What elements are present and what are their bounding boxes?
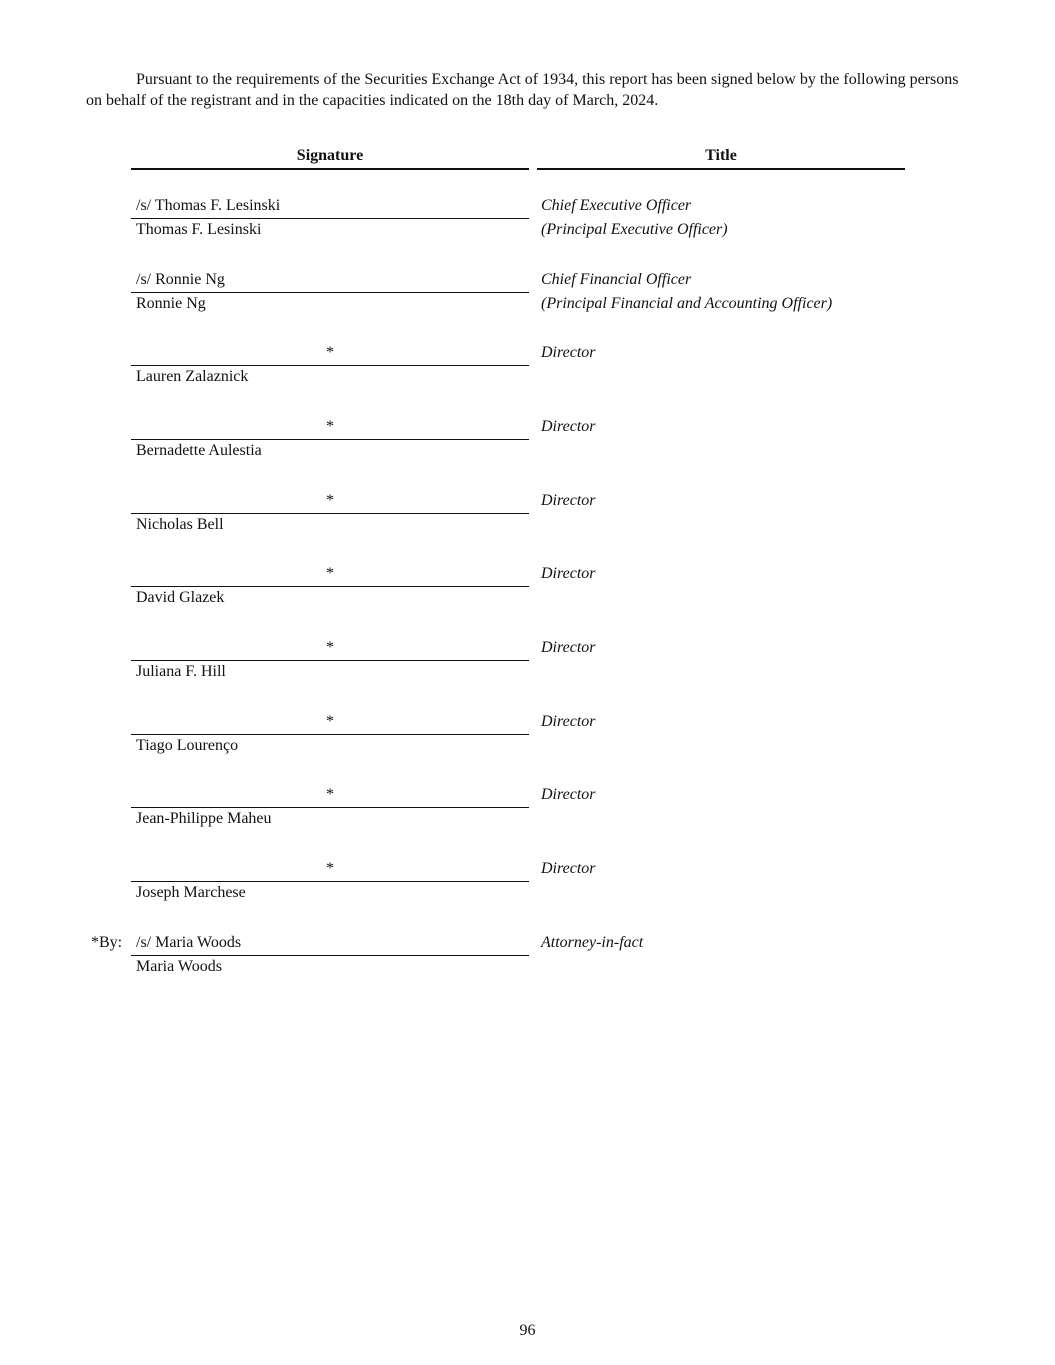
signature-block [0, 785, 1055, 845]
signer-name: Joseph Marchese [136, 884, 246, 901]
signer-title: Chief Financial Officer [541, 271, 692, 288]
signature-asterisk: * [326, 860, 334, 877]
signature-block [0, 417, 1055, 477]
signer-title: Director [541, 713, 596, 730]
signature-block [0, 712, 1055, 772]
signer-title: Chief Executive Officer [541, 197, 692, 214]
signature-line [131, 196, 529, 219]
signer-title: Director [541, 418, 596, 435]
intro-paragraph: Pursuant to the requirements of the Securities Exchange Act of 1934, this report has been signed below by the following persons on behalf of the registrant and in the capacities indicated on the 18th day of March, 2024. [86, 71, 959, 109]
signature-block [0, 564, 1055, 624]
signer-name: Ronnie Ng [136, 295, 206, 312]
signature-block [0, 491, 1055, 551]
signer-title: Director [541, 860, 596, 877]
signature-block [0, 638, 1055, 698]
signature-line [131, 785, 529, 808]
signature-line [131, 638, 529, 661]
attorney-signature-block [0, 933, 1055, 993]
signer-subtitle: (Principal Financial and Accounting Officer) [541, 295, 833, 312]
signature-column-header: Signature [131, 146, 529, 170]
signature-asterisk: * [326, 639, 334, 656]
signature-line [131, 417, 529, 440]
title-column-header: Title [537, 146, 905, 170]
signer-name: Bernadette Aulestia [136, 442, 262, 459]
signer-title: Director [541, 639, 596, 656]
signature-asterisk: * [326, 492, 334, 509]
signature-text: /s/ Thomas F. Lesinski [136, 197, 281, 214]
signer-title: Director [541, 492, 596, 509]
signature-line [131, 491, 529, 514]
signer-title: Attorney-in-fact [541, 934, 644, 951]
signer-title: Director [541, 786, 596, 803]
signature-block [0, 270, 1055, 330]
signer-name: Tiago Lourenço [136, 737, 239, 754]
signature-asterisk: * [326, 713, 334, 730]
signature-line [131, 933, 529, 956]
signature-block [0, 343, 1055, 403]
signature-asterisk: * [326, 786, 334, 803]
signer-subtitle: (Principal Executive Officer) [541, 221, 728, 238]
signer-name: David Glazek [136, 589, 225, 606]
signature-asterisk: * [326, 418, 334, 435]
signer-name: Juliana F. Hill [136, 663, 226, 680]
signature-block [0, 196, 1055, 256]
signature-asterisk: * [326, 344, 334, 361]
signature-text: /s/ Maria Woods [136, 934, 242, 951]
signature-block [0, 859, 1055, 919]
signature-line [131, 859, 529, 882]
by-prefix: *By: [91, 934, 123, 951]
signature-text: /s/ Ronnie Ng [136, 271, 225, 288]
signature-line [131, 712, 529, 735]
signer-title: Director [541, 344, 596, 361]
signer-name: Lauren Zalaznick [136, 368, 249, 385]
signature-line [131, 564, 529, 587]
signer-name: Maria Woods [136, 958, 222, 975]
signer-name: Thomas F. Lesinski [136, 221, 262, 238]
page-number: 96 [519, 1322, 536, 1339]
signer-name: Jean-Philippe Maheu [136, 810, 272, 827]
signer-name: Nicholas Bell [136, 516, 224, 533]
signature-line [131, 270, 529, 293]
signer-title: Director [541, 565, 596, 582]
signature-line [131, 343, 529, 366]
signature-asterisk: * [326, 565, 334, 582]
